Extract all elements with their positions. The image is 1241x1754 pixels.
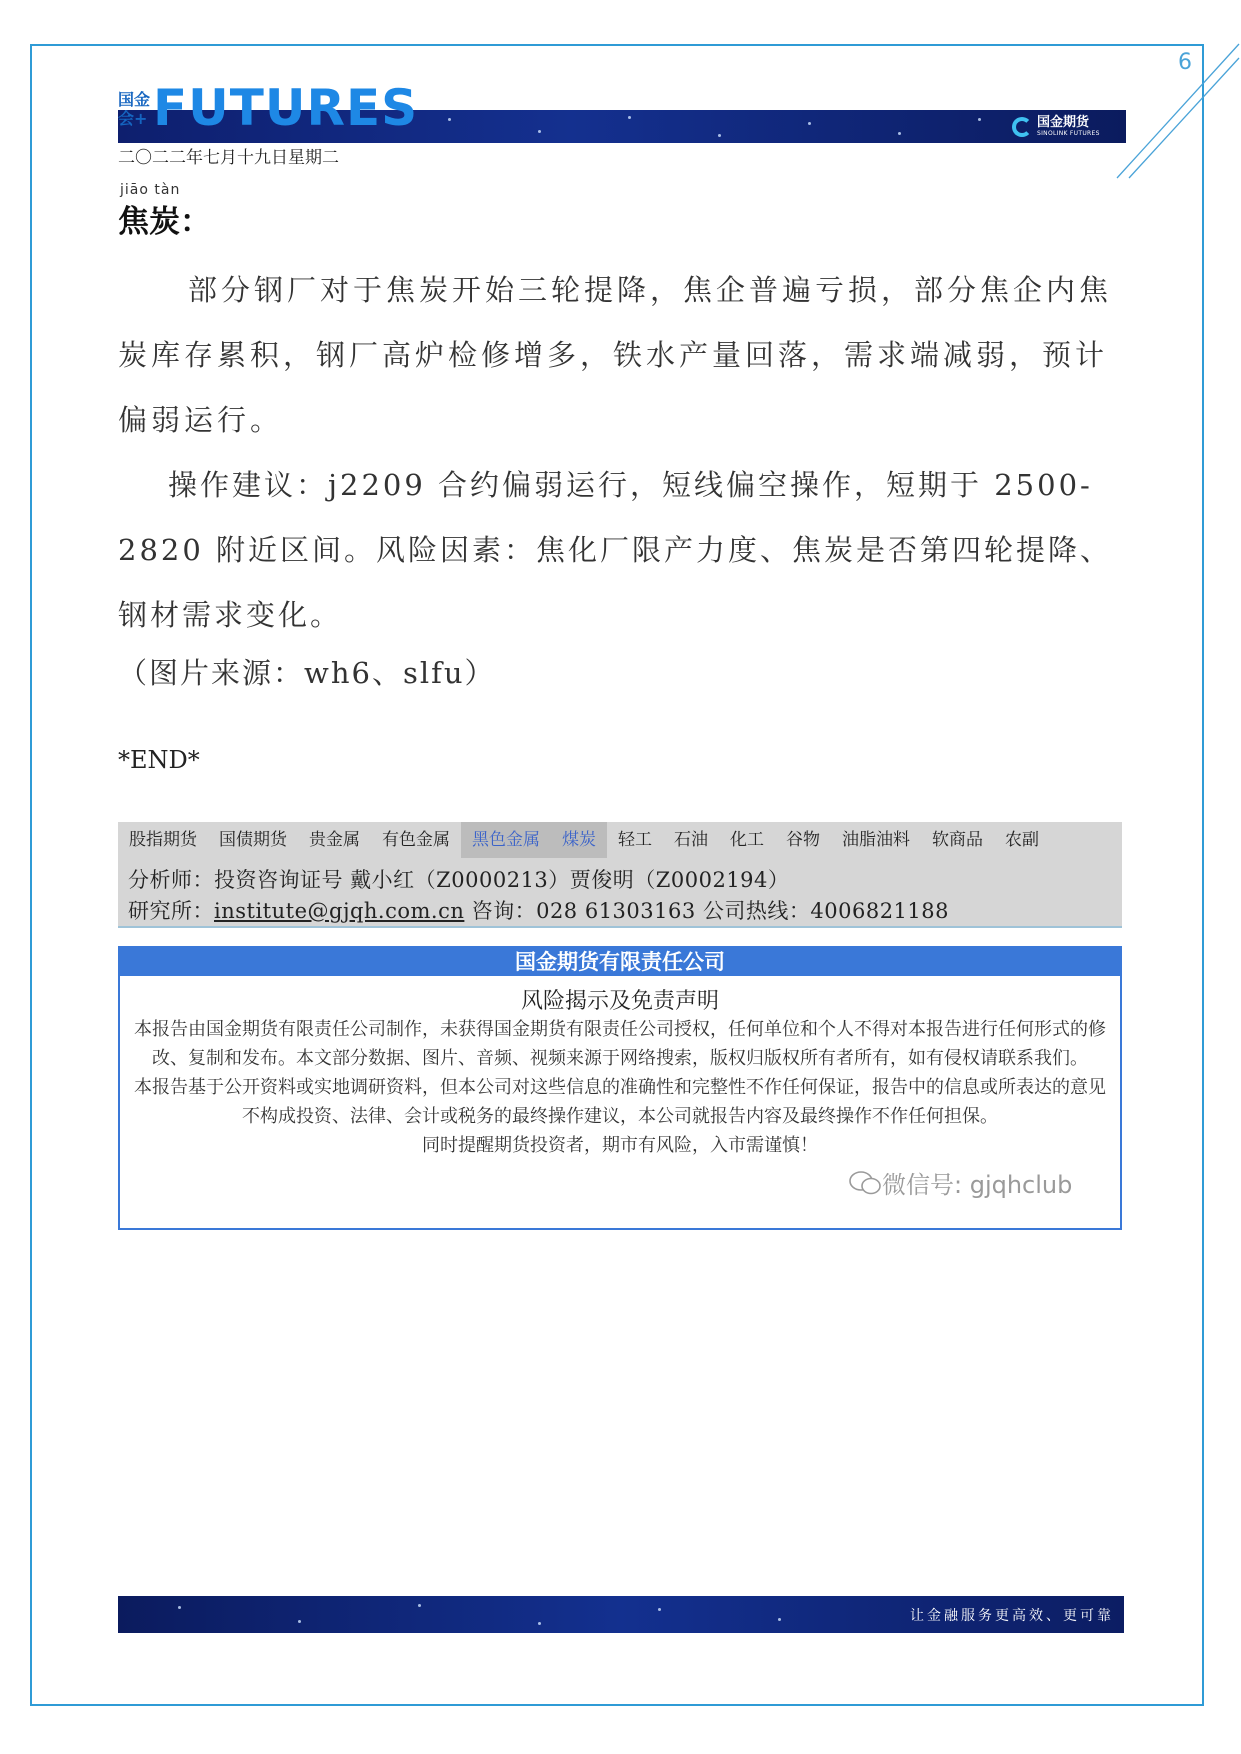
category-tab[interactable]: 油脂油料 [842, 830, 910, 850]
analysis-paragraph: 部分钢厂对于焦炭开始三轮提降，焦企普遍亏损，部分焦企内焦炭库存累积，钢厂高炉检修增多，铁水产量回落，需求端减弱，预计偏弱运行。 [118, 273, 1113, 437]
category-tab[interactable]: 软商品 [932, 830, 983, 850]
wechat-id: 微信号: gjqhclub [882, 1171, 1073, 1199]
footer-slogan: 让金融服务更高效、更可靠 [910, 1608, 1114, 1624]
disclaimer-company: 国金期货有限责任公司 [120, 948, 1120, 976]
sinolink-logo-icon [1012, 117, 1032, 137]
category-tab[interactable]: 贵金属 [309, 830, 360, 850]
title-pinyin: jiāo tàn [120, 182, 181, 198]
wechat-watermark [848, 1165, 1072, 1200]
category-tab[interactable]: 股指期货 [129, 830, 197, 850]
category-tab[interactable]: 国债期货 [219, 830, 287, 850]
info-panel [118, 822, 1122, 928]
end-mark: *END* [118, 746, 200, 774]
page-number: 6 [1178, 50, 1192, 75]
disclaimer-subtitle: 风险揭示及免责声明 [520, 989, 719, 1014]
logo-en: SINOLINK FUTURES [1037, 130, 1100, 137]
consult-hotline: 咨询：028 61303163 公司热线：4006821188 [471, 899, 950, 923]
logo-cn: 国金期货 [1037, 115, 1090, 130]
category-tab[interactable]: 农副 [1005, 830, 1039, 850]
brand-futures: FUTURES [153, 79, 419, 137]
category-nav [118, 822, 1050, 858]
category-tab[interactable]: 有色金属 [382, 830, 450, 850]
section-title: 焦炭： [118, 204, 211, 240]
footer-band [118, 1596, 1124, 1633]
corner-decoration [1115, 30, 1241, 180]
sinolink-logo [1012, 112, 1100, 142]
institute-email-link[interactable]: institute@gjqh.com.cn [214, 899, 465, 923]
institute-line [128, 895, 949, 925]
institute-label: 研究所： [128, 899, 214, 923]
disclaimer-paragraph-accuracy: 本报告基于公开资料或实地调研资料，但本公司对这些信息的准确性和完整性不作任何保证，报告中的信息或所表达的意见不构成投资、法律、会计或税务的最终操作建议，本公司就报告内容及最终操作不作任何担保。 [134, 1077, 1106, 1127]
brand-cn: 国金会+ [118, 90, 151, 128]
category-tab[interactable]: 黑色金属 [461, 822, 551, 858]
category-tab[interactable]: 谷物 [786, 830, 820, 850]
category-tab[interactable]: 煤炭 [551, 822, 607, 858]
operation-advice-paragraph: 操作建议：j2209 合约偏弱运行，短线偏空操作，短期于 2500-2820 附近区间。风险因素：焦化厂限产力度、焦炭是否第四轮提降、钢材需求变化。 [118, 468, 1113, 632]
report-date: 二〇二二年七月十九日星期二 [118, 148, 339, 168]
disclaimer-paragraph-copyright: 本报告由国金期货有限责任公司制作，未获得国金期货有限责任公司授权，任何单位和个人不得对本报告进行任何形式的修改、复制和发布。本文部分数据、图片、音频、视频来源于网络搜索，版权归版权所有者所有，如有侵权请联系我们。 [134, 1019, 1106, 1069]
category-tab[interactable]: 轻工 [618, 830, 652, 850]
category-tab[interactable]: 石油 [674, 830, 708, 850]
image-source: （图片来源：wh6、slfu） [118, 656, 496, 690]
analyst-line: 分析师：投资咨询证号 戴小红（Z0000213）贾俊明（Z0002194） [128, 868, 790, 892]
category-tab[interactable]: 化工 [730, 830, 764, 850]
wechat-icon [848, 1170, 882, 1196]
disclaimer-risk-warning: 同时提醒期货投资者，期市有风险，入市需谨慎！ [422, 1135, 818, 1156]
